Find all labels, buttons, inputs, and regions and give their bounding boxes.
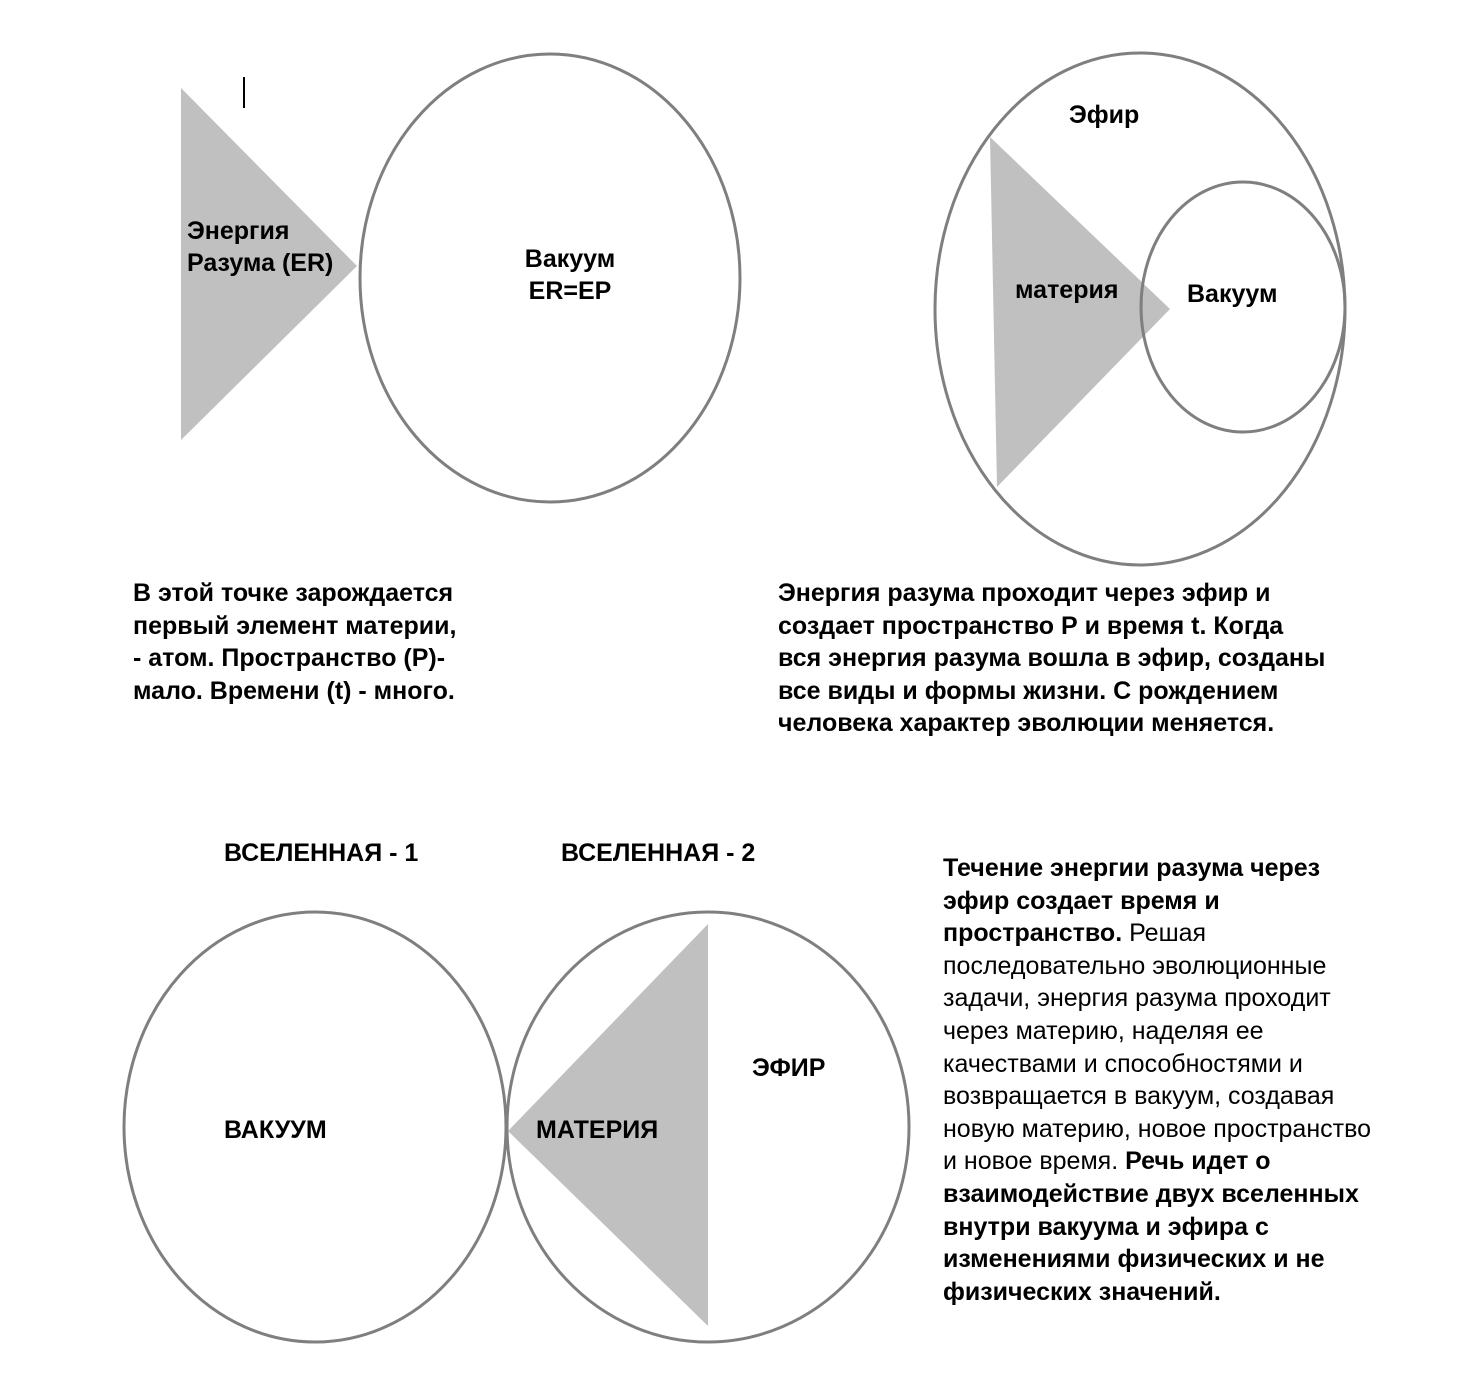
caption-bottom bbox=[943, 852, 1371, 1308]
text-cursor bbox=[243, 77, 245, 108]
caption-right-line: вся энергия разума вошла в эфир, созданы bbox=[778, 644, 1326, 673]
caption-right-line: создает пространство Р и время t. Когда bbox=[778, 611, 1284, 640]
matter-triangle bbox=[990, 137, 1170, 487]
universe1-heading: ВСЕЛЕННАЯ - 1 bbox=[224, 839, 419, 867]
universe2-ether-label: ЭФИР bbox=[752, 1054, 826, 1082]
caption-left-line: мало. Времени (t) - много. bbox=[133, 676, 455, 705]
caption-bottom-line: через материю, наделяя ее bbox=[943, 1016, 1264, 1045]
caption-right-line: человека характер эволюции меняется. bbox=[778, 709, 1275, 738]
caption-right-line: Энергия разума проходит через эфир и bbox=[778, 579, 1271, 607]
caption-bottom-line: физических значений. bbox=[943, 1277, 1221, 1306]
vacuum-label-line1: Вакуум bbox=[524, 245, 616, 273]
caption-bottom-line: Течение энергии разума через bbox=[943, 854, 1321, 882]
universe2-heading: ВСЕЛЕННАЯ - 2 bbox=[561, 839, 756, 867]
caption-bottom-bold-fragment: Речь идет о bbox=[1125, 1147, 1271, 1176]
energy-triangle-label bbox=[187, 215, 333, 279]
energy-label-line2: Разума (ER) bbox=[187, 249, 334, 277]
caption-bottom-line: взаимодействие двух вселенных bbox=[943, 1179, 1359, 1208]
universe2-matter-label: МАТЕРИЯ bbox=[536, 1116, 659, 1144]
vacuum-label-line2: ER=EP bbox=[528, 277, 612, 305]
ether-label: Эфир bbox=[1069, 101, 1140, 129]
inner-vacuum-label: Вакуум bbox=[1187, 280, 1278, 308]
caption-right-line: все виды и формы жизни. С рождением bbox=[778, 676, 1279, 705]
caption-bottom-line: возвращается в вакуум, создавая bbox=[943, 1082, 1335, 1111]
caption-bottom-line: новую материю, новое пространство bbox=[943, 1114, 1371, 1143]
caption-bottom-line bbox=[943, 917, 1371, 950]
caption-bottom-line: последовательно эволюционные bbox=[943, 951, 1327, 980]
caption-bottom-line: задачи, энергия разума проходит bbox=[943, 984, 1331, 1013]
universe1-vacuum-label: ВАКУУМ bbox=[224, 1116, 327, 1144]
caption-bottom-regular-fragment: и новое время. bbox=[943, 1147, 1126, 1176]
vacuum-circle-label bbox=[500, 243, 640, 307]
caption-left bbox=[133, 577, 456, 707]
caption-bottom-line: изменениями физических и не bbox=[943, 1245, 1325, 1274]
caption-left-line: - атом. Пространство (Р)- bbox=[133, 644, 446, 673]
matter-label: материя bbox=[1015, 276, 1119, 304]
caption-left-line: первый элемент материи, bbox=[133, 611, 457, 640]
energy-label-line1: Энергия bbox=[187, 217, 290, 245]
caption-bottom-line: внутри вакуума и эфира с bbox=[943, 1212, 1269, 1241]
caption-left-line: В этой точке зарождается bbox=[133, 579, 454, 607]
caption-bottom-regular-fragment: Решая bbox=[1122, 919, 1207, 948]
caption-bottom-line: эфир создает время и bbox=[943, 886, 1220, 915]
caption-right bbox=[778, 577, 1325, 740]
caption-bottom-line: качествами и способностями и bbox=[943, 1049, 1303, 1078]
caption-bottom-bold-fragment: пространство. bbox=[943, 919, 1123, 948]
caption-bottom-line bbox=[943, 1145, 1371, 1178]
